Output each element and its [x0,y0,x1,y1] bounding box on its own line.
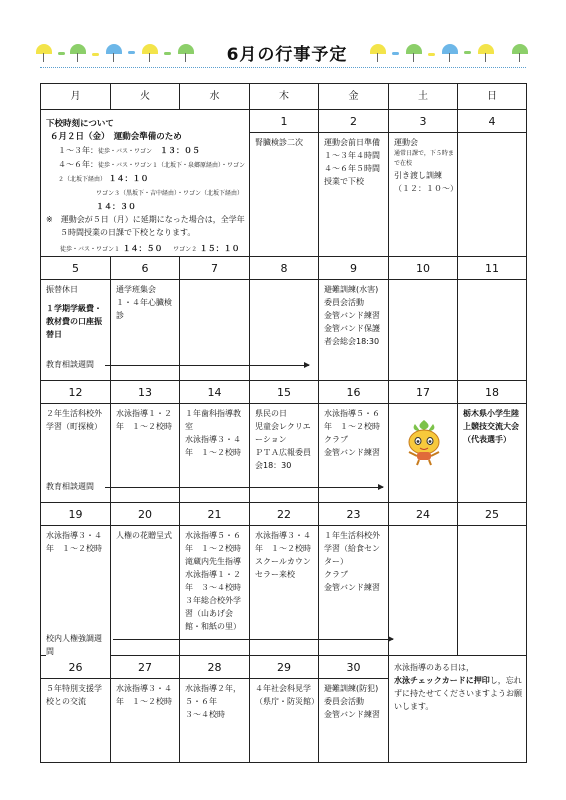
raindrop-icon [428,53,435,56]
event-fri-16: 水泳指導５・６年 １～２校時 クラブ 金管バンド練習 [319,404,389,503]
event-calendar [40,83,527,763]
raindrop-icon [58,52,65,55]
weekday-header-row [41,84,527,110]
week3-date-row [41,381,527,404]
date-3: 3 [389,110,458,133]
event-thu-22: 水泳指導３・４年 １～２校時 スクールカウンセラー来校 [250,526,319,656]
event-fri-23: １年生活科校外学習（給食センター） クラブ 金管バンド練習 [319,526,389,656]
event-sat-24 [389,526,458,656]
date-11: 11 [458,257,527,280]
period-label-human-rights: 校内人権強調週間 [46,632,110,658]
period-label-counseling-2: 教育相談週間 [46,482,94,491]
notice-subheading: ６月２日（金） 運動会準備のため [50,132,182,142]
event-wed-14: １年歯科指導教室 水泳指導３・４年 １～２校時 [180,404,250,503]
event-wed-7 [180,280,250,381]
raindrop-icon [128,51,135,54]
event-wed-28: 水泳指導２年，５・６年 ３～４校時 [180,679,250,763]
event-mon-12: ２年生活科校外学習（町探検） 教育相談週間 [41,404,111,503]
weekday-sun: 日 [458,84,527,110]
date-13: 13 [111,381,180,404]
event-sat-10 [389,280,458,381]
umbrella-icon [70,44,86,54]
event-mon-19: 水泳指導３・４年 １～２校時 校内人権強調週間 [41,526,111,656]
date-20: 20 [111,503,180,526]
date-8: 8 [250,257,319,280]
date-22: 22 [250,503,319,526]
event-thu-8 [250,280,319,381]
date-30: 30 [319,656,389,679]
weekday-mon: 月 [41,84,111,110]
event-fri-9: 避難訓練(水害) 委員会活動 金管バンド練習 金管バンド保護者会総会18:30 [319,280,389,381]
event-tue-13: 水泳指導１・２年 １～２校時 [111,404,180,503]
event-sat-3: 運動会 通常日課で，下５時まで在校 引き渡し訓練 （１２：１０～） [389,133,458,257]
date-18: 18 [458,381,527,404]
mascot-character-icon [403,418,445,466]
date-7: 7 [180,257,250,280]
event-sun-18: 栃木県小学生陸上競技交流大会（代表選手） [458,404,527,503]
umbrella-icon [512,44,528,54]
umbrella-icon [36,44,52,54]
week3-event-row [41,404,527,503]
date-4: 4 [458,110,527,133]
event-sun-11 [458,280,527,381]
date-17: 17 [389,381,458,404]
weekday-tue: 火 [111,84,180,110]
swim-note: 水泳指導のある日は， 水泳チェックカードに押印し，忘れずに持たせてくださいますようお願いします。 [389,656,527,763]
page-title: 6月の行事予定 [212,44,362,66]
date-15: 15 [250,381,319,404]
period-label-counseling-1: 教育相談週間 [46,360,94,369]
event-sat-17 [389,404,458,503]
event-mon-26: ５年特別支援学校との交流 [41,679,111,763]
date-19: 19 [41,503,111,526]
raindrop-icon [392,52,399,55]
date-9: 9 [319,257,389,280]
notice-line-3: ワゴン３（黒坂下・吉中経由）・ワゴン（北坂下経由） １４：３０ [96,190,241,211]
umbrella-icon [406,44,422,54]
event-thu-15: 県民の日 児童会レクリエーション ＰＴＡ広報委員会18：30 [250,404,319,503]
umbrella-icon [478,44,494,54]
event-fri-2: 運動会前日準備 １～３年４時間 ４～６年５時間 授業で下校 [319,133,389,257]
umbrella-icon [142,44,158,54]
date-24: 24 [389,503,458,526]
date-27: 27 [111,656,180,679]
date-2: 2 [319,110,389,133]
date-1: 1 [250,110,319,133]
date-6: 6 [111,257,180,280]
weekday-wed: 水 [180,84,250,110]
raindrop-icon [92,53,99,56]
raindrop-icon [464,51,471,54]
title-underline [40,67,526,68]
event-sun-25 [458,526,527,656]
date-12: 12 [41,381,111,404]
event-fri-30: 避難訓練(防犯) 委員会活動 金管バンド練習 [319,679,389,763]
notice-line-1: １～３年：徒歩・バス・ワゴン １３：０５ [58,146,201,155]
event-thu-29: ４年社会科見学（県庁・防災館） [250,679,319,763]
event-sun-4 [458,133,527,257]
weekday-fri: 金 [319,84,389,110]
week2-event-row [41,280,527,381]
event-wed-21: 水泳指導５・６年 １～２校時 滝蔵内先生指導 水泳指導１・２年 ３～４校時 ３年総合校外学習（山あげ会館・和紙の里） [180,526,250,656]
date-16: 16 [319,381,389,404]
date-25: 25 [458,503,527,526]
notice-postponed-1: ※ 運動会が５日（月）に延期になった場合は，全学年 [46,215,245,224]
week4-event-row [41,526,527,656]
notice-heading: 下校時刻について [46,119,114,129]
umbrella-icon [178,44,194,54]
week1-date-row [41,110,527,133]
raindrop-icon [164,52,171,55]
week2-date-row [41,257,527,280]
notice-line-2: ４～６年：徒歩・バス・ワゴン１（北坂下・泉郷原経由）・ワゴン２（北坂下経由） １４：１０ [58,160,246,183]
event-tue-27: 水泳指導３・４年 １～２校時 [111,679,180,763]
date-10: 10 [389,257,458,280]
event-thu-1: 腎臓検診二次 [250,133,319,257]
event-mon-5: 振替休日 １学期学級費・教材費の口座振替日 教育相談週間 [41,280,111,381]
date-28: 28 [180,656,250,679]
date-29: 29 [250,656,319,679]
date-21: 21 [180,503,250,526]
notice-postponed-2: ５時間授業の日課で下校となります。 [60,228,196,237]
notice-line-4: 徒歩・バス・ワゴン１ １４：５０ ワゴン２ １５：１０ [60,244,240,253]
date-23: 23 [319,503,389,526]
weekday-sat: 土 [389,84,458,110]
date-26: 26 [41,656,111,679]
umbrella-icon [370,44,386,54]
event-tue-6: 通学班集会 １・４年心臓検診 [111,280,180,381]
date-5: 5 [41,257,111,280]
dismissal-notice [41,110,250,257]
umbrella-icon [106,44,122,54]
week4-date-row [41,503,527,526]
umbrella-icon [442,44,458,54]
event-tue-20: 人権の花贈呈式 [111,526,180,656]
weekday-thu: 木 [250,84,319,110]
date-14: 14 [180,381,250,404]
week5-date-row [41,656,527,679]
